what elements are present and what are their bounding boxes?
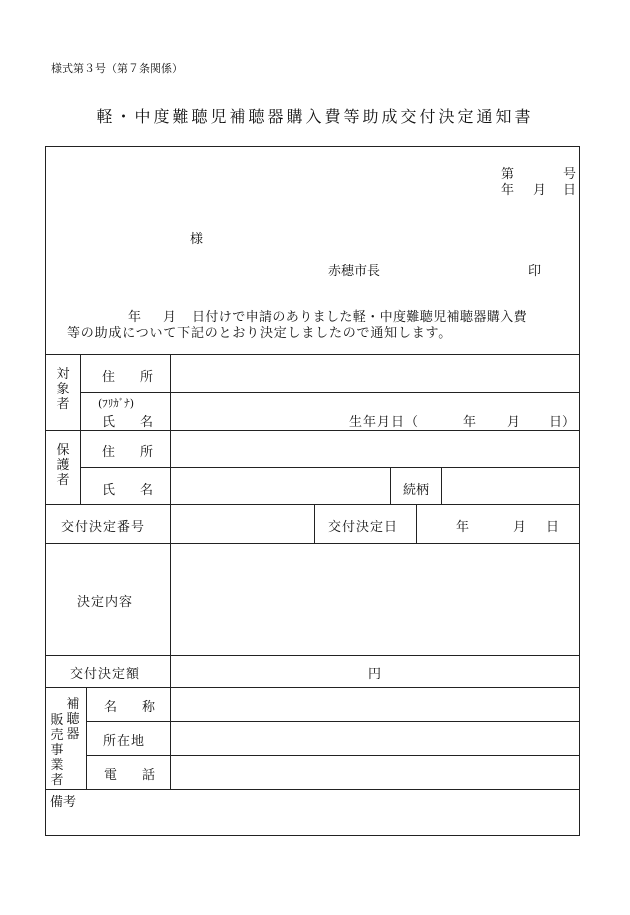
divider: [170, 543, 171, 655]
form-number-label: 様式第３号（第７条関係）: [51, 62, 183, 75]
divider: [441, 467, 442, 504]
number-suffix: 号: [563, 167, 577, 182]
notice-month: 月: [163, 310, 177, 325]
divider: [314, 504, 315, 543]
decision-content-label: 決定内容: [77, 595, 134, 610]
subject-name-label: 氏 名: [102, 415, 160, 430]
number-prefix: 第: [501, 167, 515, 182]
notice-year: 年: [128, 310, 142, 325]
vendor-group-label-col1: 補 聴 器: [66, 697, 80, 742]
issuer-name: 赤穂市長: [328, 264, 381, 279]
divider: [46, 789, 579, 790]
date-day: 日: [563, 183, 577, 198]
amount-unit: 円: [368, 667, 382, 682]
birth-year: 年: [463, 415, 477, 430]
decision-date-label: 交付決定日: [328, 520, 399, 535]
guardian-address-label: 住 所: [102, 445, 160, 460]
notice-line2: 等の助成について下記のとおり決定しましたので通知します。: [67, 326, 453, 341]
divider: [170, 354, 171, 504]
form-frame: [45, 146, 580, 836]
divider: [170, 687, 171, 789]
decision-number-label: 交付決定番号: [61, 520, 146, 535]
divider: [46, 655, 579, 656]
divider: [170, 504, 171, 543]
divider: [86, 721, 579, 722]
notice-line1: 日付けで申請のありました軽・中度難聴児補聴器購入費: [192, 310, 528, 325]
divider: [170, 655, 171, 687]
guardian-name-label: 氏 名: [102, 483, 160, 498]
vendor-name-label: 名 称: [104, 700, 162, 715]
birth-day: 日）: [549, 415, 576, 430]
divider: [46, 543, 579, 544]
divider: [416, 504, 417, 543]
decision-date-month: 月: [513, 520, 527, 535]
relation-label: 続柄: [403, 483, 430, 498]
document-title: 軽・中度難聴児補聴器購入費等助成交付決定通知書: [96, 107, 534, 126]
divider: [80, 467, 579, 468]
birthdate-label: 生年月日（: [349, 415, 420, 430]
divider: [86, 687, 87, 789]
divider: [86, 755, 579, 756]
decision-date-year: 年: [456, 520, 470, 535]
remarks-label: 備考: [50, 795, 77, 810]
divider: [46, 354, 579, 355]
addressee-suffix: 様: [190, 232, 204, 247]
divider: [390, 467, 391, 504]
decision-amount-label: 交付決定額: [70, 667, 141, 682]
divider: [46, 430, 579, 431]
date-year: 年: [501, 183, 515, 198]
vendor-location-label: 所在地: [103, 734, 146, 749]
subject-furigana-label: (ﾌﾘｶﾞﾅ): [98, 397, 135, 410]
subject-group-label: 対 象 者: [56, 367, 70, 412]
date-month: 月: [533, 183, 547, 198]
divider: [80, 354, 81, 504]
divider: [46, 504, 579, 505]
guardian-group-label: 保 護 者: [56, 443, 70, 488]
subject-address-label: 住 所: [102, 370, 160, 385]
vendor-group-label-col2: 販 売 事 業 者: [50, 713, 64, 788]
seal-mark: 印: [528, 264, 542, 279]
divider: [46, 687, 579, 688]
divider: [80, 392, 579, 393]
birth-month: 月: [507, 415, 521, 430]
decision-date-day: 日: [546, 520, 560, 535]
vendor-phone-label: 電 話: [104, 768, 162, 783]
